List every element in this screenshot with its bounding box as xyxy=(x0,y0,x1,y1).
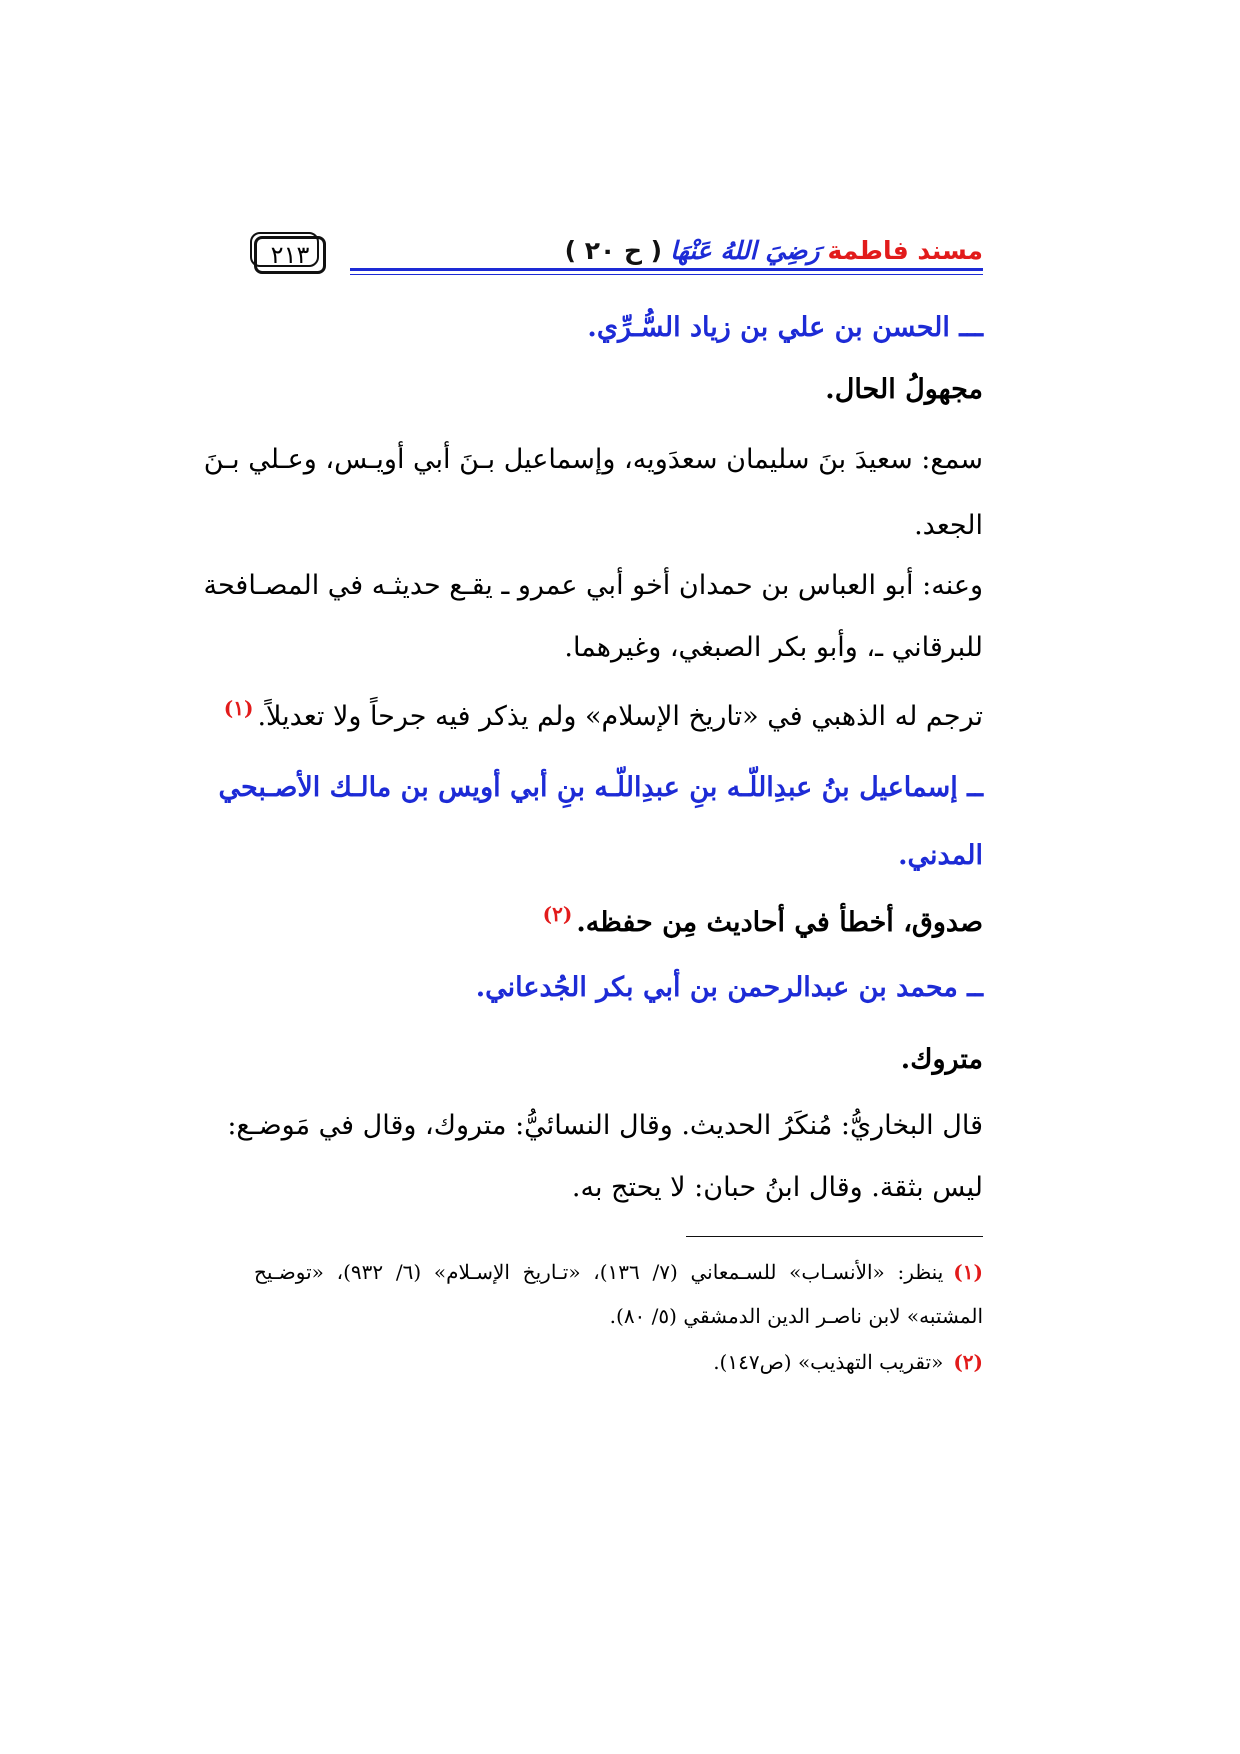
narrator-heading-2-cont: المدني. xyxy=(898,840,983,871)
narrator-1-heard-from: سمع: سعيدَ بنَ سليمان سعدَويه، وإسماعيل بـنَ أبي أويـس، وعـلي بـنَ xyxy=(203,444,983,475)
footnote-2-text: «تقريب التهذيب» (ص١٤٧). xyxy=(713,1350,944,1374)
footnote-2-number: (٢) xyxy=(953,1350,983,1374)
footnote-1-number: (١) xyxy=(953,1260,983,1284)
page-number: ٢١٣ xyxy=(270,241,310,269)
biography-text: ترجم له الذهبي في «تاريخ الإسلام» ولم يذكر فيه جرحاً ولا تعديلاً. xyxy=(257,701,983,732)
footnote-ref-2[interactable]: (٢) xyxy=(542,902,573,926)
footnote-1-cont: المشتبه» لابن ناصـر الدين الدمشقي (٥/ ٨٠). xyxy=(609,1304,983,1328)
narrator-heading-1: ـــ الحسن بن علي بن زياد السُّـرِّي. xyxy=(587,312,983,343)
narrator-1-students: وعنه: أبو العباس بن حمدان أخو أبي عمرو ـ يقـع حديثـه في المصـافحة xyxy=(203,570,983,601)
header-rule-thin xyxy=(350,274,983,275)
page-number-box xyxy=(254,236,326,274)
footnote-2 xyxy=(713,1346,983,1378)
footnote-1-text: ينظر: «الأنسـاب» للسـمعاني (٧/ ١٣٦)، «تـاريخ الإسـلام» (٦/ ٩٣٢)، «توضـيح xyxy=(254,1260,944,1284)
narrator-1-biography-note xyxy=(224,688,983,737)
header-rule xyxy=(350,268,983,271)
narrator-3-grade: متروك. xyxy=(900,1044,983,1075)
narrator-1-heard-from-cont: الجعد. xyxy=(914,510,983,541)
grade-text: صدوق، أخطأ في أحاديث مِن حفظه. xyxy=(576,907,983,938)
narrator-1-grade: مجهولُ الحال. xyxy=(825,374,983,405)
narrator-heading-2: ــ إسماعيل بنُ عبدِاللّـه بنِ عبدِاللّـه بنِ أبي أويس بن مالـك الأصـبحي xyxy=(218,772,983,803)
header-title xyxy=(565,236,983,265)
footnote-divider xyxy=(686,1236,983,1237)
header-title-main: مسند فاطمة xyxy=(827,236,983,265)
header-hadith-number: ( ح ٢٠ ) xyxy=(564,236,663,265)
narrator-3-criticism-cont: ليس بثقة. وقال ابنُ حبان: لا يحتج به. xyxy=(571,1172,983,1203)
narrator-1-students-cont: للبرقاني ـ، وأبو بكر الصبغي، وغيرهما. xyxy=(564,632,983,663)
narrator-3-criticism: قال البخاريُّ: مُنكَرُ الحديث. وقال النسائيُّ: متروك، وقال في مَوضـع: xyxy=(227,1110,983,1141)
narrator-heading-3: ــ محمد بن عبدالرحمن بن أبي بكر الجُدعاني. xyxy=(475,972,983,1003)
footnote-ref-1[interactable]: (١) xyxy=(223,696,254,720)
narrator-2-grade xyxy=(543,894,983,943)
footnote-1 xyxy=(254,1256,983,1288)
header-honorific: رَضِيَ اللهُ عَنْهَا xyxy=(670,236,820,265)
